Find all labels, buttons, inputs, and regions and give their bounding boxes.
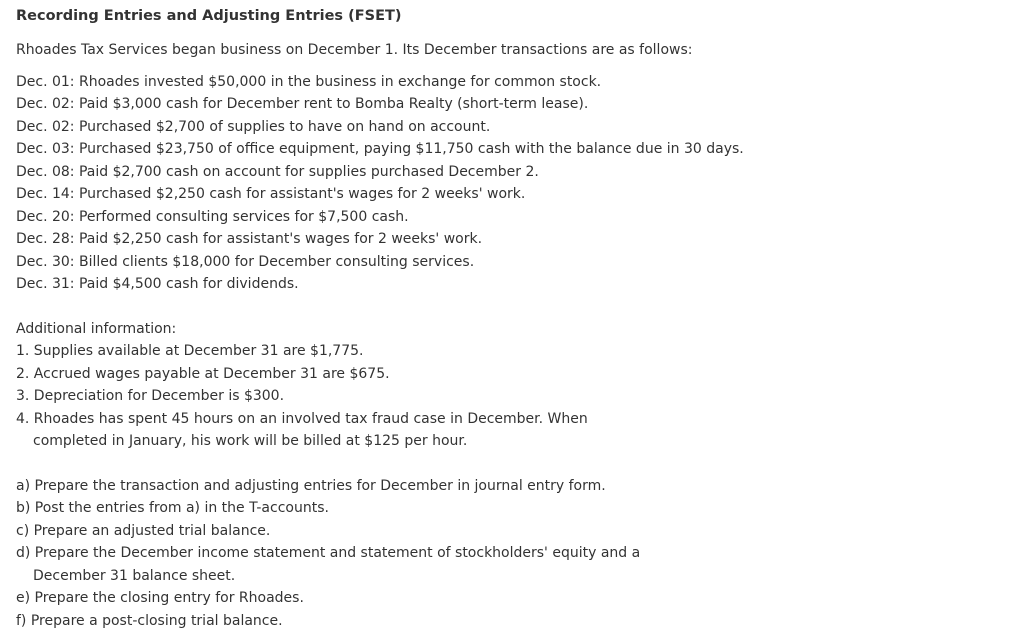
transaction-item: Dec. 30: Billed clients $18,000 for December consulting services. — [16, 253, 475, 270]
additional-info-heading: Additional information: — [16, 320, 177, 337]
problem-document — [16, 5, 1016, 632]
additional-info-item-continuation: completed in January, his work will be billed at $125 per hour. — [33, 433, 468, 449]
task-item-f: f) Prepare a post-closing trial balance. — [16, 612, 283, 629]
task-item-c: c) Prepare an adjusted trial balance. — [16, 522, 271, 539]
additional-information — [16, 318, 1016, 453]
transaction-item: Dec. 20: Performed consulting services for $7,500 cash. — [16, 208, 409, 225]
transaction-item: Dec. 02: Paid $3,000 cash for December rent to Bomba Realty (short-term lease). — [16, 96, 589, 112]
task-item-e: e) Prepare the closing entry for Rhoades. — [16, 590, 304, 606]
additional-info-item: 2. Accrued wages payable at December 31 are $675. — [16, 365, 390, 382]
task-item-a: a) Prepare the transaction and adjusting entries for December in journal entry form. — [16, 477, 606, 494]
intro-text: Rhoades Tax Services began business on December 1. Its December transactions are as follows: — [16, 42, 693, 58]
transaction-list — [16, 71, 1016, 296]
transaction-item: Dec. 08: Paid $2,700 cash on account for supplies purchased December 2. — [16, 163, 539, 180]
additional-info-item: 1. Supplies available at December 31 are $1,775. — [16, 343, 364, 359]
task-list — [16, 475, 1016, 632]
transaction-item: Dec. 03: Purchased $23,750 of office equipment, paying $11,750 cash with the balance due in 30 days. — [16, 141, 744, 157]
task-item-b: b) Post the entries from a) in the T-accounts. — [16, 500, 329, 516]
additional-info-item: 4. Rhoades has spent 45 hours on an involved tax fraud case in December. When — [16, 410, 588, 427]
transaction-item: Dec. 14: Purchased $2,250 cash for assistant's wages for 2 weeks' work. — [16, 186, 526, 202]
task-item-d: d) Prepare the December income statement and statement of stockholders' equity and a — [16, 545, 641, 561]
page-title: Recording Entries and Adjusting Entries (FSET) — [16, 8, 402, 24]
transaction-item: Dec. 01: Rhoades invested $50,000 in the business in exchange for common stock. — [16, 73, 602, 90]
additional-info-item: 3. Depreciation for December is $300. — [16, 388, 285, 404]
task-item-d-continuation: December 31 balance sheet. — [33, 567, 236, 584]
transaction-item: Dec. 28: Paid $2,250 cash for assistant's wages for 2 weeks' work. — [16, 231, 483, 247]
transaction-item: Dec. 31: Paid $4,500 cash for dividends. — [16, 276, 299, 292]
transaction-item: Dec. 02: Purchased $2,700 of supplies to have on hand on account. — [16, 118, 491, 135]
